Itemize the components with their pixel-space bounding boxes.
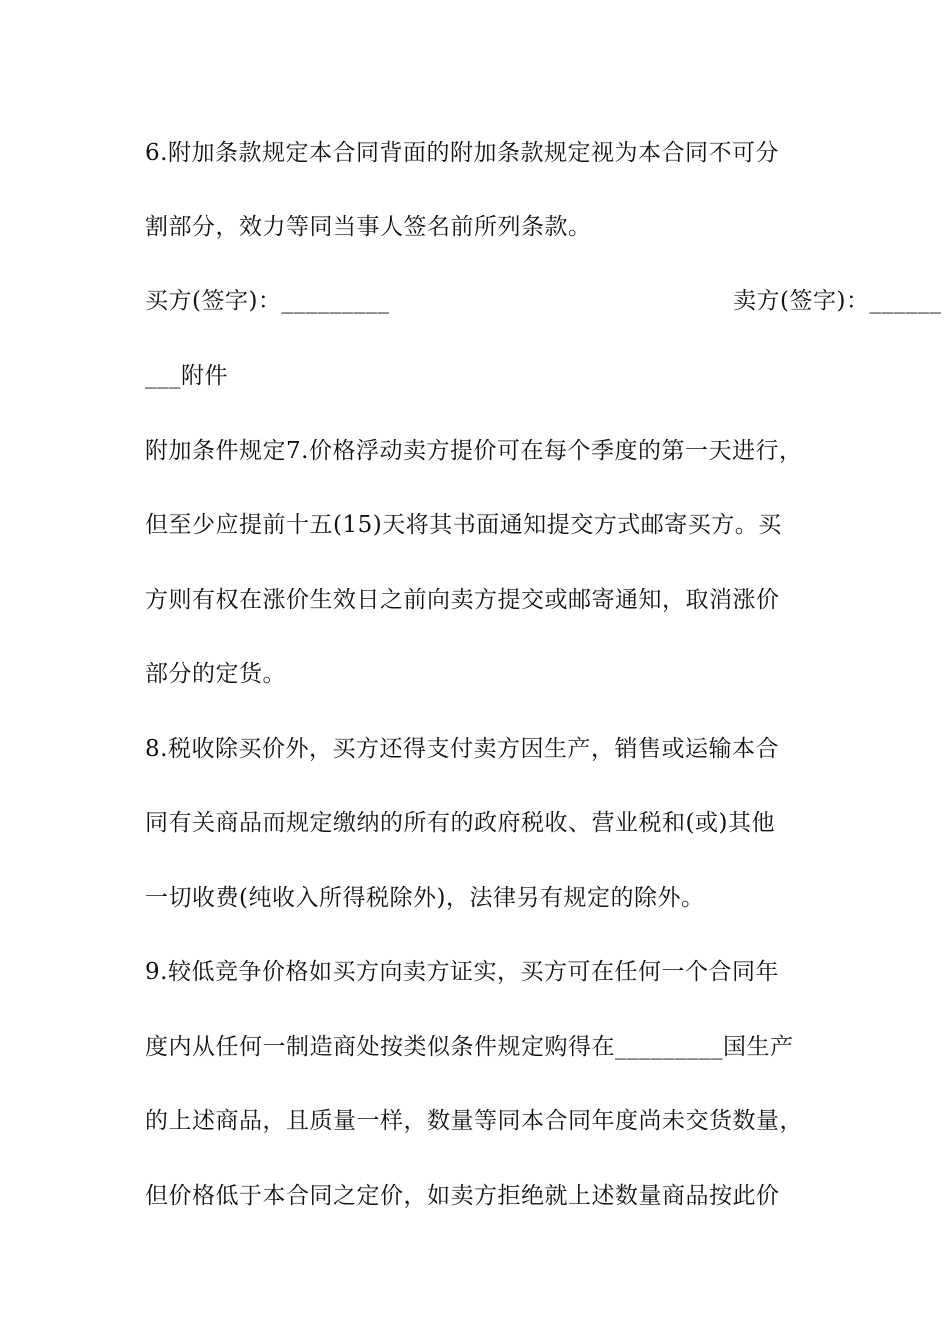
signature-line — [145, 286, 942, 316]
clause-7-line-4: 部分的定货。 — [145, 661, 286, 687]
clause-7-line-2: 但至少应提前十五(15)天将其书面通知提交方式邮寄买方。买 — [145, 512, 782, 538]
clause-9-line-3: 的上述商品，且质量一样，数量等同本合同年度尚未交货数量， — [145, 1108, 803, 1134]
clause-6-line-2: 割部分，效力等同当事人签名前所列条款。 — [145, 214, 592, 240]
seller-signature: 卖方(签字)：______ — [733, 288, 942, 314]
clause-8-line-2: 同有关商品而规定缴纳的所有的政府税收、营业税和(或)其他 — [145, 810, 775, 836]
clause-7-line-1: 附加条件规定7.价格浮动卖方提价可在每个季度的第一天进行， — [145, 438, 803, 464]
clause-9-line-2: 度内从任何一制造商处按类似条件规定购得在_________国生产 — [145, 1034, 794, 1060]
clause-8-line-1: 8.税收除买价外，买方还得支付卖方因生产，销售或运输本合 — [145, 736, 779, 762]
attachment-heading: ___附件 — [145, 363, 228, 389]
clause-8-line-3: 一切收费(纯收入所得税除外)，法律另有规定的除外。 — [145, 885, 705, 911]
clause-9-line-1: 9.较低竞争价格如买方向卖方证实，买方可在任何一个合同年 — [145, 959, 779, 985]
clause-9-line-4: 但价格低于本合同之定价，如卖方拒绝就上述数量商品按此价 — [145, 1183, 780, 1209]
clause-7-line-3: 方则有权在涨价生效日之前向卖方提交或邮寄通知，取消涨价 — [145, 587, 780, 613]
buyer-signature: 买方(签字)：_________ — [145, 288, 390, 314]
clause-6-line-1: 6.附加条款规定本合同背面的附加条款规定视为本合同不可分 — [145, 140, 779, 166]
